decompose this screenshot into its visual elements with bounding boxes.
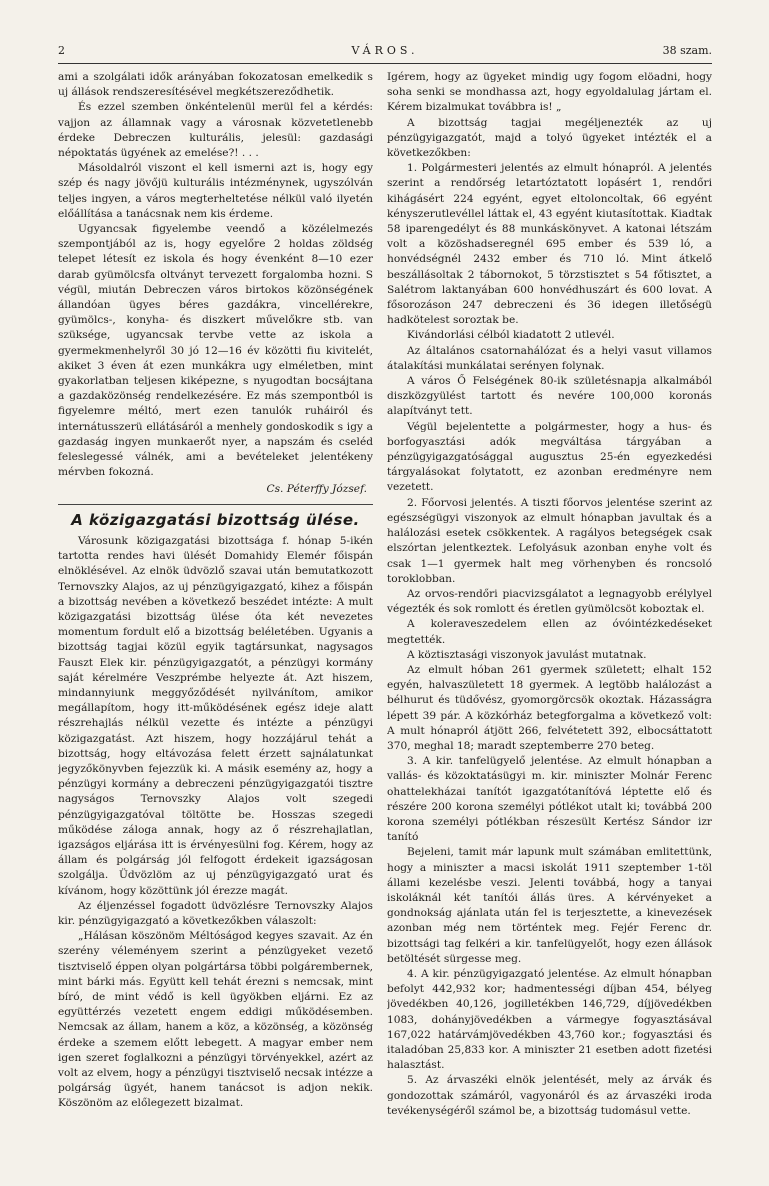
paragraph: Másoldalról viszont el kell ismerni azt is, hogy egy szép és nagy jövőjü kulturális intézménynek, ugyszólván teljes ingyen, a város megterheltetése nélkül való ilyetén előállítása a tanácsnak nem kis érdeme. [58,162,373,220]
page-number: 2 [58,44,65,57]
paragraph: Igérem, hogy az ügyeket mindig ugy fogom elöadni, hogy soha senki se mondhassa azt, hogy egyoldalulag jártam el. Kérem bizalmukat továbbra is! „ [387,71,712,114]
header-rule [58,63,712,64]
paragraph: Kivándorlási célból kiadatott 2 utlevél. [407,329,615,342]
article-heading: A közigazgatási bizottság ülése. [71,510,360,529]
page-header [58,44,712,62]
author-signature: Cs. Péterffy József. [266,483,367,496]
paragraph: Városunk közigazgatási bizottsága f. hónap 5-ikén tartotta rendes havi ülését Domahidy Elemér főispán elnöklésével. Az elnök üdvözlő szavai után bemutatkozott Ternovszky Alajos, az uj pénzügyigazgató, kihez a főispán a bizottság nevében a következő beszédet intézte: A mult közigazgatási bizottság ülése óta két nevezetes momentum fordult elő a bizottság beléletében. Ugyanis a bizottság tagjai közül egyik tagtársunkat, nagysagos Fauszt Elek kir. pénzügyigazgatót, a pénzügyi kormány saját kérelmére Veszprémbe helyezte át. Azt hiszem, mindannyiunk meggyőződését nyilvánítom, amikor megállapítom, hogy itt-működésének egész ideje alatt részrehajlás nélkül vezette és intézte a pénzügyi közigazgatást. Azt hiszem, hogy hozzájárul tehát a bizottság, hogy eltávozása felett érzett sajnálatunkat jegyzőkönyvben fejezzük ki. A másik esemény az, hogy a pénzügyi kormány a debreczeni pénzügyigazgatói tisztre nagyságos Ternovszky Alajos volt szegedi pénzügyigazgatóval töltötte be. Hosszas szegedi működése záloga annak, hogy az ő részrehajlatlan, igazságos eljárása itt is érvényesülni fog. Kérem, hogy az állam és polgárság jól felfogott érdekeit igazságosan szolgálja. Üdvözlöm az uj pénzügyigazgató urat és kívánom, hogy közöttünk jól érezze magát. [58,534,373,897]
paragraph: 4. A kir. pénzügyigazgató jelentése. Az elmult hónapban befolyt 442,932 kor; hadmentességi díjban 454, bélyeg jövedékben 40,126, jogilletékben 146,729, díjjövedékben 1083, dohányjövedékben a vármegye fogyasztásával 167,022 határvámjövedékben 43,760 kor.; fogyasztási és italadóban 25,833 kor. A miniszter 21 esetben adott fizetési halasztást. [387,967,712,1072]
paragraph: A bizottság tagjai megéljenezték az uj pénzügyigazgatót, majd a tolyó ügyeket intézték el a következőkben: [387,116,712,160]
paragraph: A köztisztasági viszonyok javulást mutatnak. [407,648,647,661]
paragraph: Végül bejelentette a polgármester, hogy a hus- és borfogyasztási adók megváltása tárgyában a pénzügyigazgatósággal augusztus 25-én egyezkedési tárgyalásokat folytatott, ez azonban eredményre nem vezetett. [387,420,712,494]
right-column [387,70,712,1170]
paragraph: Az orvos-rendőri piacvizsgálatot a legnagyobb erélylyel végezték és sok romlott és éretlen gyümölcsöt koboztak el. [387,587,712,616]
paragraph: 1. Polgármesteri jelentés az elmult hónapról. A jelentés szerint a rendőrség letartóztatott lopásért 1, rendőri kihágásért 224 egyént, egyet eltoloncoltak, 66 egyént kényszerutlevéllel láttak el, 43 egyént kiutasítottak. Kiadtak 58 iparengedélyt és 88 munkáskönyvet. A katonai létszám volt a közöshadseregnél 695 ember és 539 ló, a honvédségnél 2432 ember és 710 ló. Mint átkelő beszállásoltak 2 tábornokot, 5 törzstisztet s 54 főtisztet, a Salétrom laktanyában 600 honvédhuszárt és 600 lovat. A fősorozáson 247 debreczeni és 36 idegen illetőségü hadkötelest soroztak be. [387,162,712,327]
paragraph: A koleraveszedelem ellen az óvóintézkedéseket megtették. [387,618,712,646]
paragraph: 5. Az árvaszéki elnök jelentését, mely az árvák és gondozottak számáról, vagyonáról és az árvaszéki iroda tevékenységéről számol be, a bizottság tudomásul vette. [387,1074,712,1117]
paragraph: „Hálásan köszönöm Méltóságod kegyes szavait. Az én szerény véleményem szerint a pénzügyeket vezető tisztviselő éppen olyan polgártársa többi polgárembernek, mint bárki más. Együtt kell tehát érezni s nemcsak, mint bíró, de mint védő is kell ügyökben eljárni. Ez az együttérzés vezetett engem eddigi működésemben. Nemcsak az állam, hanem a köz, a közönség, a közönség érdeke a szemem előtt lebegett. A magyar ember nem igen szeret foglalkozni a pénzügyi törvényekkel, azért az volt az elvem, hogy a pénzügyi tisztviselő necsak intézze a polgárság ügyét, hanem tanácsot is adjon nekik. Köszönöm az előlegezett bizalmat. [58,930,373,1110]
left-column [58,70,373,1170]
paragraph: Bejeleni, tamit már lapunk mult számában emlitettünk, hogy a miniszter a macsi iskolát 1911 szeptember 1-töl állami kezelésbe veszi. Jelenti továbbá, hogy a tanyai iskoláknál két tanítói állás üres. A kérvényeket a gondnokság ajánlata után fel is terjesztette, a kinevezések azonban még nem történtek meg. Fejér Ferenc dr. bizottsági tag felkéri a kir. tanfelügyelőt, hogy ezen állások betöltését sürgesse meg. [387,846,712,965]
paragraph: 3. A kir. tanfelügyelő jelentése. Az elmult hónapban a vallás- és közoktatásügyi m. kir. miniszter Molnár Ferenc ohattelekházai tanítót igazgatótanítóvá léptette elő és részére 200 korona személyi pótlékot utalt ki; továbbá 200 korona személyi pótlékban részesült Kertész Sándor izr tanító [387,755,712,844]
paragraph: 2. Főorvosi jelentés. A tiszti főorvos jelentése szerint az egészségügyi viszonyok az elmult hónapban javultak és a halálozási esetek csökkentek. A ragályos betegségek csak elszórtan jelentkeztek. Lefolyásuk azonban enyhe volt és csak 1—1 gyermek halt meg vörhenyben és roncsoló toroklobban. [387,496,712,585]
paragraph: És ezzel szemben önkéntelenül merül fel a kérdés: vajjon az államnak vagy a városnak közvetetlenebb érdeke Debreczen kulturális, jelesül: gazdasági népoktatás ügyének az emelése?! . . . [58,101,373,160]
paragraph: Az elmult hóban 261 gyermek született; elhalt 152 egyén, halvaszületett 18 gyermek. A legtöbb halálozást a bélhurut és tüdővész, gyomorgörcsök okoztak. Házasságra lépett 39 pár. A közkórház betegforgalma a következő volt: A mult hónapról átjött 266, felvétetett 392, elbocsáttatott 370, meghal 18; maradt szeptemberre 270 beteg. [387,663,712,752]
paragraph: A város Ő Felségének 80-ik születésnapja alkalmából diszközgyülést tartott és nevére 100,000 koronás alapítványt tett. [387,375,712,418]
paragraph: Az általános csatornahálózat és a helyi vasut villamos átalakítási munkálatai serényen folynak. [387,344,712,372]
newspaper-title: VÁROS. [351,44,419,57]
article-divider [58,504,373,505]
paragraph: ami a szolgálati idők arányában fokozatosan emelkedik s uj állások rendszeresítésével megkétszereződhetik. [58,71,373,99]
paragraph: Ugyancsak figyelembe veendő a közélelmezés szempontjából az is, hogy egyelőre 2 holdas zöldség telepet létesít ez iskola és hogy évenként 8—10 ezer darab gyümölcsfa oltványt tervezett forgalomba hozni. S végül, miután Debreczen város birtokos közönségének állandóan ügyes béres gazdákra, vincellérekre, gyümölcs-, konyha- és diszkert művelőkre stb. van szüksége, ugyancsak tervbe vette az iskola a gyermekmenhelyről 30 jó 12—16 év közötti fiu kivitelét, akiket 3 éven át ezen munkákra ugy elméletben, mint gyakorlatban teljesen kiképezne, s nyugodtan bocsájtana a gazdaközönség rendelkezésére. Ez más szempontból is figyelemre méltó, mert ezen tanulók ruháiról és internátusszerü ellátásáról a menhely gondoskodik s igy a gazdaság ingyen munkaerőt nyer, a napszám és cseléd feleslegessé válnék, ami a bevételeket jelentékeny mérvben fokozná. [58,223,373,479]
paragraph: Az éljenzéssel fogadott üdvözlésre Ternovszky Alajos kir. pénzügyigazgató a következőkben válaszolt: [58,899,373,927]
issue-number: 38 szam. [662,44,712,57]
